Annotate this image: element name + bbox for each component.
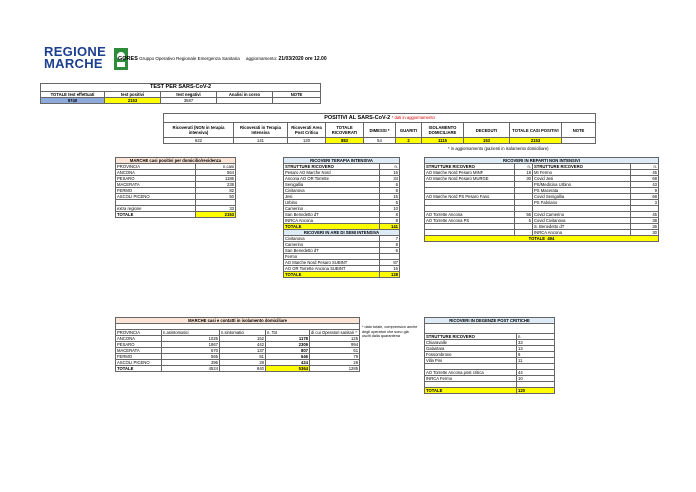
table-row: Senigallia	[284, 182, 380, 188]
table-cell: 82	[196, 188, 236, 194]
table-cell: 34	[380, 176, 400, 182]
icu-col-n: n.	[380, 164, 400, 170]
tests-total-value: 5740	[41, 98, 105, 104]
table-cell: 16	[380, 170, 400, 176]
semi-total-value: 128	[380, 272, 400, 278]
table-cell: 10	[380, 206, 400, 212]
table-cell: 50	[196, 194, 236, 200]
postcrit-total-value: 120	[517, 388, 555, 394]
isolation-header: n.asintomatici	[162, 330, 220, 336]
table-row: extra regione	[116, 206, 196, 212]
table-cell: 26	[310, 360, 360, 366]
tests-positive-value: 2153	[105, 98, 161, 104]
brand-line2: MARCHE	[44, 56, 103, 71]
cases-col-province: PROVINCIA	[116, 164, 196, 170]
table-row: PESARO	[116, 342, 162, 348]
icu-title: RICOVERI TERAPIA INTENSIVA	[284, 158, 400, 164]
table-cell: 44	[517, 370, 555, 376]
postcrit-total-label: TOTALE	[425, 388, 517, 394]
table-cell: 8	[380, 212, 400, 218]
table-row: Villa Pini	[425, 358, 517, 364]
table-cell: 16	[380, 266, 400, 272]
table-cell: 9	[631, 188, 659, 194]
cases-total-label: TOTALE	[116, 212, 196, 218]
table-cell: 45	[631, 170, 659, 176]
tests-title: TEST PER SARS-CoV-2	[41, 84, 321, 92]
tests-note-value	[273, 98, 321, 104]
table-cell: 45	[631, 212, 659, 218]
icu-total-label: TOTALE	[284, 224, 380, 230]
isolation-table	[115, 317, 360, 372]
updated-value: 21/03/2020 ore 12.00	[278, 56, 327, 62]
cases-title: MARCHE casi positivi per domicilio/residenza	[116, 158, 236, 164]
table-cell: 6	[380, 182, 400, 188]
positives-header: NOTE	[562, 123, 596, 138]
positives-value: 153	[464, 138, 510, 144]
table-row: AO Torrette Ancona	[425, 212, 515, 218]
table-cell: 442	[220, 342, 266, 348]
table-row: ASCOLI PICENO	[116, 194, 196, 200]
table-row: AO OR Torrette Ancona SUBINT	[284, 266, 380, 272]
cases-col-cases: n.casi	[196, 164, 236, 170]
table-cell: 7	[380, 236, 400, 242]
table-row: INRCA Ancona	[284, 218, 380, 224]
positives-title: POSITIVI AL SARS-CoV-2	[324, 115, 391, 121]
icu-col-struct: STRUTTURE RICOVERO	[284, 164, 380, 170]
table-row: AO Marche Nord Pesaro MINF	[425, 170, 515, 176]
cases-table	[115, 157, 236, 218]
positives-value: 120	[288, 138, 326, 144]
positives-value: 141	[234, 138, 288, 144]
table-row: Jesi	[284, 194, 380, 200]
table-cell: 56	[515, 212, 533, 218]
table-cell: 43	[631, 182, 659, 188]
gores-label: GORES	[118, 56, 138, 62]
table-cell: 68	[631, 176, 659, 182]
table-cell: 36	[631, 224, 659, 230]
nonicu-total-row	[425, 236, 659, 242]
table-row: PS/Medicina Urbino	[533, 182, 631, 188]
table-cell: 137	[220, 348, 266, 354]
positives-table	[163, 113, 596, 144]
table-row: INRCA Fermo	[425, 376, 517, 382]
table-row: FERMO	[116, 354, 162, 360]
table-row: Galantara	[425, 346, 517, 352]
isolation-total-cell: 840	[220, 366, 266, 372]
positives-value	[562, 138, 596, 144]
table-cell: 5	[515, 218, 533, 224]
table-cell: 125	[310, 336, 360, 342]
table-cell: 38	[631, 218, 659, 224]
positives-value: 2	[396, 138, 422, 144]
table-cell: 30	[631, 230, 659, 236]
isolation-note: * dato totale, comprensivo anche degli operatori che sono già usciti dalla quarantena	[362, 325, 418, 339]
positives-header: DIMESSI *	[364, 123, 396, 138]
table-row: ANCONA	[116, 170, 196, 176]
table-cell: 9	[517, 352, 555, 358]
positives-value: 1115	[422, 138, 464, 144]
table-cell: 30	[515, 176, 533, 182]
table-cell: 994	[310, 342, 360, 348]
semi-total-label: TOTALE	[284, 272, 380, 278]
table-cell: 13	[517, 346, 555, 352]
nonicu-title: RICOVERI IN REPARTI NON INTENSIVI	[425, 158, 659, 164]
isolation-total-cell: 5364	[266, 366, 310, 372]
table-cell: 1178	[266, 336, 310, 342]
table-cell: 33	[517, 340, 555, 346]
table-row: Fermo	[284, 254, 380, 260]
table-row: S. Benedetto dT	[533, 224, 631, 230]
semi-title: RICOVERI IN ARE DI SEMI INTENSIVA	[284, 230, 400, 236]
postcrit-title: RICOVERI IN DEGENZE POST CRITICHE	[425, 318, 555, 324]
nonicu-total-value: 494	[547, 236, 555, 241]
postcrit-table	[424, 317, 555, 394]
tests-table	[40, 83, 321, 104]
positives-header: TOTALE CASI POSITIVI	[510, 123, 562, 138]
positives-header: Ricoverati (NON in terapia intensiva)	[164, 123, 234, 138]
table-cell: 68	[631, 194, 659, 200]
isolation-header: di cui Operatori sanitari *	[310, 330, 360, 336]
positives-header: Ricoverati Area Post Critica	[288, 123, 326, 138]
isolation-header: n. Tot	[266, 330, 310, 336]
positives-footnote: * in aggiornamento (pazienti in isolamento domiciliare)	[448, 146, 549, 151]
nonicu-total-label: TOTALE	[528, 236, 546, 241]
group-label: Gruppo Operativo Regionale Emergenza Sanitaria	[139, 56, 240, 61]
table-row: Urbino	[284, 200, 380, 206]
table-cell: 11	[517, 358, 555, 364]
table-cell: 670	[162, 348, 220, 354]
table-row: Civitanova	[284, 188, 380, 194]
table-row: Civitanova	[284, 236, 380, 242]
isolation-total-cell: 1285	[310, 366, 360, 372]
postcrit-spacer	[425, 324, 555, 334]
table-row: FERMO	[116, 188, 196, 194]
table-row: AO Marche Nord PS Pesaro Fano	[425, 194, 515, 200]
table-row: ANCONA	[116, 336, 162, 342]
tests-negative-value: 3587	[161, 98, 217, 104]
postcrit-col-n: n.	[517, 334, 555, 340]
positives-header: TOTALE RICOVERATI	[326, 123, 364, 138]
positives-header: ISOLAMENTO DOMICILIARE	[422, 123, 464, 138]
icu-table	[283, 157, 400, 278]
positives-header: Ricoverati in Terapia Intensiva	[234, 123, 288, 138]
table-row: MACERATA	[116, 348, 162, 354]
table-cell: 28	[220, 360, 266, 366]
table-cell: 6	[380, 248, 400, 254]
isolation-title: MARCHE casi e contatti in isolamento domiciliare	[116, 318, 360, 324]
table-cell: 1026	[162, 336, 220, 342]
nonicu-col-struct: STRUTTURE RICOVERO	[533, 164, 631, 170]
positives-header: GUARITI	[396, 123, 422, 138]
brand-line1: REGIONE	[44, 44, 107, 59]
positives-value: 883	[326, 138, 364, 144]
table-row: AO Marche Nord Pesaro MURGE	[425, 176, 515, 182]
isolation-total-cell: 4524	[162, 366, 220, 372]
table-cell: 646	[266, 354, 310, 360]
tests-header: Analisi in corso	[217, 92, 273, 98]
tests-pending-value	[217, 98, 273, 104]
table-cell: 1867	[162, 342, 220, 348]
table-cell: 18	[515, 170, 533, 176]
isolation-header: n.sintomatici	[220, 330, 266, 336]
postcrit-col-struct: STRUTTURE RICOVERO	[425, 334, 517, 340]
tests-header: test negativi	[161, 92, 217, 98]
positives-header: DECEDUTI	[464, 123, 510, 138]
table-cell: 79	[310, 354, 360, 360]
table-row: Covid Camerino	[533, 212, 631, 218]
table-row: MACERATA	[116, 182, 196, 188]
table-row: INRCA Ancona	[533, 230, 631, 236]
tests-header: NOTE	[273, 92, 321, 98]
table-cell: 33	[196, 206, 236, 212]
table-row: MI Fermo	[533, 170, 631, 176]
table-row: San Benedetto dT	[284, 212, 380, 218]
table-row: Covid Civitanova	[533, 218, 631, 224]
nonicu-col-struct: STRUTTURE RICOVERO	[425, 164, 515, 170]
table-row: Pesaro AO Marche Nord	[284, 170, 380, 176]
tests-header: TOTALE test effettuati	[41, 92, 105, 98]
table-row: ASCOLI PICENO	[116, 360, 162, 366]
table-cell: 8	[380, 188, 400, 194]
table-row: Ancona AO OR Torrette	[284, 176, 380, 182]
table-cell: 807	[266, 348, 310, 354]
table-row: PS Macerata	[533, 188, 631, 194]
table-cell: 152	[220, 336, 266, 342]
table-cell: 8	[380, 218, 400, 224]
table-row: AO Torrette Ancona post critica	[425, 370, 517, 376]
nonicu-col-n: n.	[515, 164, 533, 170]
table-cell: 61	[310, 348, 360, 354]
table-row: Fossombrone	[425, 352, 517, 358]
positives-value: 2153	[510, 138, 562, 144]
table-cell: 564	[196, 170, 236, 176]
positives-note: * dati in aggiornamento	[391, 115, 435, 120]
table-row: PESARO	[116, 176, 196, 182]
table-cell: 15	[380, 194, 400, 200]
table-row: Covid Senigallia	[533, 194, 631, 200]
table-cell: 87	[380, 260, 400, 266]
icu-total-value: 141	[380, 224, 400, 230]
updated-label: aggiornamento:	[245, 56, 278, 61]
positives-value: 622	[164, 138, 234, 144]
table-cell: 6	[380, 200, 400, 206]
cases-total-value: 2153	[196, 212, 236, 218]
table-cell: 10	[517, 376, 555, 382]
table-row: AO Marche Nord Pesaro SUBINT	[284, 260, 380, 266]
table-cell: 81	[220, 354, 266, 360]
logo	[44, 46, 124, 74]
table-cell: 565	[162, 354, 220, 360]
table-row: PS Fabriano	[533, 200, 631, 206]
header-info	[118, 56, 327, 62]
table-row: Camerino	[284, 206, 380, 212]
positives-value: 54	[364, 138, 396, 144]
table-cell: 424	[266, 360, 310, 366]
table-row: Chiaravalle	[425, 340, 517, 346]
table-cell: 3	[631, 200, 659, 206]
table-row: Camerino	[284, 242, 380, 248]
table-cell: 1186	[196, 176, 236, 182]
table-cell: 238	[196, 182, 236, 188]
nonicu-table	[424, 157, 659, 242]
table-cell: 396	[162, 360, 220, 366]
table-row: Covid Jesi	[533, 176, 631, 182]
table-cell: 2309	[266, 342, 310, 348]
positives-title-cell	[164, 114, 596, 123]
table-row: AO Torrette Ancona PS	[425, 218, 515, 224]
tests-header: test positivi	[105, 92, 161, 98]
table-cell: 8	[380, 242, 400, 248]
isolation-total-label: TOTALE	[116, 366, 162, 372]
nonicu-col-n: n.	[631, 164, 659, 170]
table-row: San Benedetto dT	[284, 248, 380, 254]
isolation-header: PROVINCIA	[116, 330, 162, 336]
